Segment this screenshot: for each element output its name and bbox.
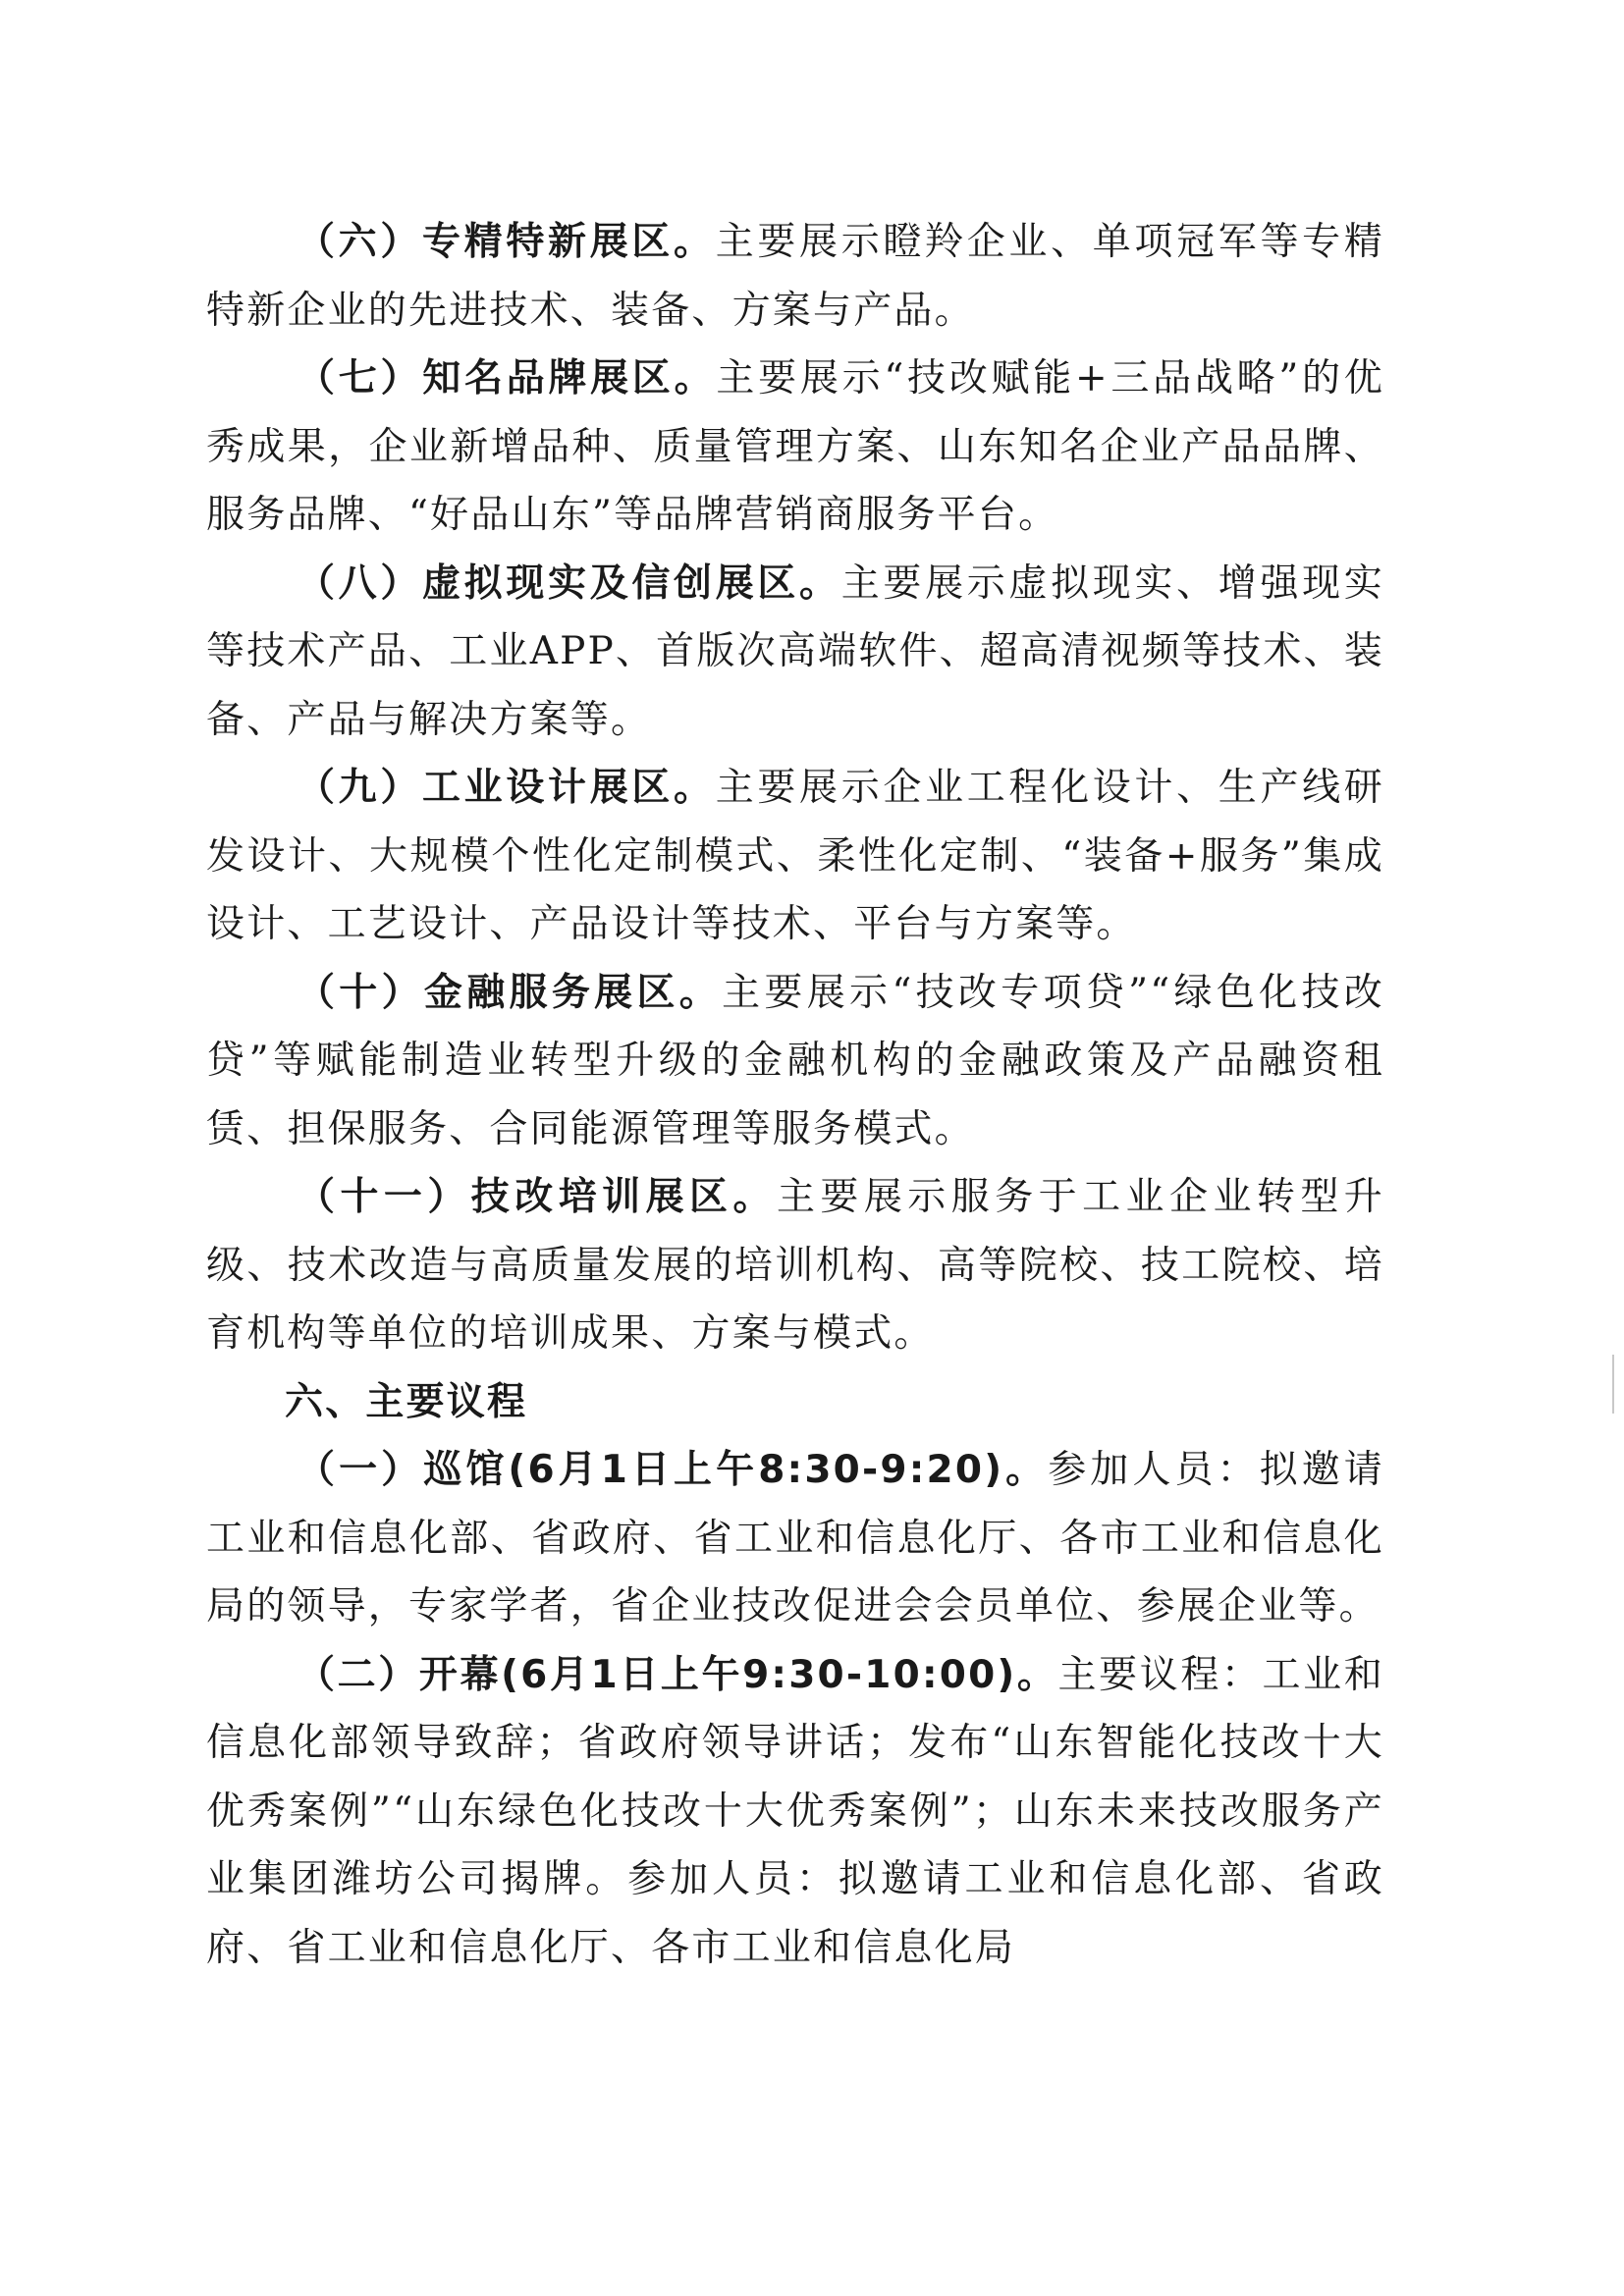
paragraph-text: 主要展示“技改赋能+三品战略”的优秀成果，企业新增品种、质量管理方案、山东知名企业产品品牌、服务品牌、“好品山东”等品牌营销商服务平台。 <box>206 356 1384 537</box>
paragraph-heading: （八）虚拟现实及信创展区。 <box>297 561 841 606</box>
section-heading: 六、主要议程 <box>285 1379 528 1424</box>
exhibit-zone-paragraph <box>206 754 1384 959</box>
paragraph-heading: （十）金融服务展区。 <box>297 970 723 1015</box>
paragraph-heading: （十一）技改培训展区。 <box>297 1175 777 1219</box>
paragraph-text: 主要展示虚拟现实、增强现实等技术产品、工业APP、首版次高端软件、超高清视频等技术、装备、产品与解决方案等。 <box>206 561 1384 742</box>
agenda-text: 主要议程：工业和信息化部领导致辞；省政府领导讲话；发布“山东智能化技改十大优秀案例”“山东绿色化技改十大优秀案例”；山东未来技改服务产业集团潍坊公司揭牌。参加人员：拟邀请工业和信息化部、省政府、省工业和信息化厅、各市工业和信息化局 <box>206 1652 1384 1970</box>
document-body <box>206 208 1384 1982</box>
agenda-paragraph <box>206 1436 1384 1641</box>
agenda-text: 参加人员：拟邀请工业和信息化部、省政府、省工业和信息化厅、各市工业和信息化局的领导，专家学者，省企业技改促进会会员单位、参展企业等。 <box>206 1448 1385 1629</box>
paragraph-heading: （九）工业设计展区。 <box>297 766 716 810</box>
exhibit-zone-paragraph <box>206 1163 1384 1368</box>
paragraph-text: 主要展示“技改专项贷”“绿色化技改贷”等赋能制造业转型升级的金融机构的金融政策及产品融资租赁、担保服务、合同能源管理等服务模式。 <box>206 970 1384 1151</box>
paragraph-heading: （七）知名品牌展区。 <box>297 356 717 400</box>
agenda-heading: （二）开幕(6月1日上午9:30-10:00)。 <box>297 1652 1058 1697</box>
agenda-paragraph <box>206 1641 1384 1983</box>
paragraph-text: 主要展示瞪羚企业、单项冠军等专精特新企业的先进技术、装备、方案与产品。 <box>206 220 1384 333</box>
exhibit-zone-paragraph <box>206 345 1384 550</box>
scan-edge-mark <box>1612 1355 1614 1414</box>
exhibit-zone-paragraph <box>206 550 1384 755</box>
agenda-heading: （一）巡馆(6月1日上午8:30-9:20)。 <box>297 1448 1049 1492</box>
exhibit-zone-paragraph <box>206 208 1384 345</box>
paragraph-text: 主要展示服务于工业企业转型升级、技术改造与高质量发展的培训机构、高等院校、技工院校、培育机构等单位的培训成果、方案与模式。 <box>206 1175 1384 1356</box>
paragraph-text: 主要展示企业工程化设计、生产线研发设计、大规模个性化定制模式、柔性化定制、“装备+服务”集成设计、工艺设计、产品设计等技术、平台与方案等。 <box>206 766 1384 946</box>
exhibit-zone-paragraph <box>206 959 1384 1164</box>
paragraph-heading: （六）专精特新展区。 <box>297 220 716 264</box>
